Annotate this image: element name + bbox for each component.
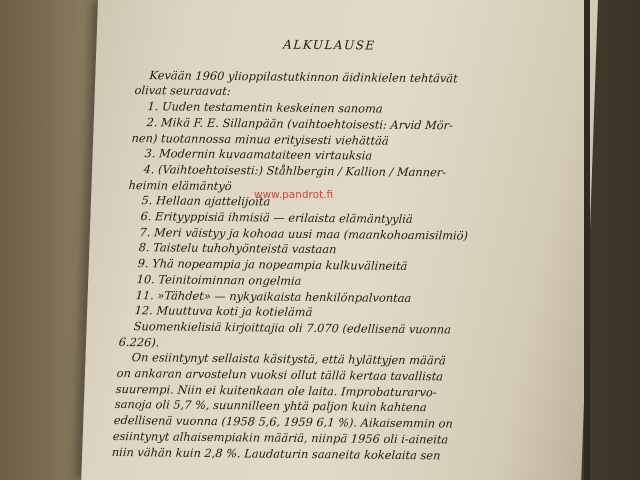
text-line: esiintynyt alhaisempiakin määriä, niinpä 1956 oli i-aineita: [112, 428, 449, 447]
text-line: nen) tuotannossa minua erityisesti viehättää: [131, 130, 390, 148]
text-line: olivat seuraavat:: [134, 83, 232, 99]
text-line: 4. (Vaihtoehtoisesti:) Ståhlbergin / Kallion / Manner-: [143, 162, 447, 180]
text-line: 6.226).: [118, 334, 160, 350]
watermark-stamp: www.pandrot.fi: [254, 189, 334, 201]
text-line: sanoja oli 5,7 %, suunnilleen yhtä paljon kuin kahtena: [114, 397, 428, 415]
text-line: 10. Teinitoiminnan ongelmia: [136, 271, 302, 288]
text-line: 7. Meri väistyy ja kohoaa uusi maa (maankohoamisilmiö): [139, 224, 469, 243]
text-line: On esiintynyt sellaista käsitystä, että hylättyjen määrä: [131, 350, 447, 368]
text-line: 6. Erityyppisiä ihmisiä — erilaista elämäntyyliä: [140, 209, 414, 227]
page-text: [111, 36, 517, 464]
text-line: Suomenkielisiä kirjoittajia oli 7.070 (edellisenä vuonna: [133, 319, 452, 337]
text-line: 3. Modernin kuvaamataiteen virtauksia: [144, 146, 373, 163]
text-line: on ankaran arvostelun vuoksi ollut tällä kertaa tavallista: [116, 366, 444, 384]
text-line: 2. Mikä F. E. Sillanpään (vaihtoehtoisesti: Arvid Mör-: [146, 114, 454, 133]
text-line: suurempi. Niin ei kuitenkaan ole laita. Improbaturarvo-: [115, 381, 438, 400]
text-line: 9. Yhä nopeampia ja nopeampia kulkuvälineitä: [137, 256, 408, 274]
text-line: heimin elämäntyö: [128, 177, 233, 193]
text-line: niin vähän kuin 2,8 %. Laudaturin saaneita kokelaita sen: [111, 444, 441, 462]
text-lines: [111, 68, 515, 465]
text-line: 1. Uuden testamentin keskeinen sanoma: [147, 99, 384, 116]
text-line: 11. »Tähdet» — nykyaikaista henkilönpalvontaa: [135, 287, 412, 305]
page-heading: ALKULAUSE: [282, 37, 377, 53]
text-line: Kevään 1960 ylioppilastutkinnon äidinkielen tehtävät: [149, 67, 459, 86]
text-line: 5. Hellaan ajattelijoita: [141, 193, 271, 209]
text-line: 8. Taistelu tuhohyönteistä vastaan: [138, 240, 337, 257]
page-edge-shadow: [584, 0, 590, 480]
text-line: edellisenä vuonna (1958 5,6, 1959 6,1 %). Aikaisemmin on: [113, 413, 454, 431]
text-line: 12. Muuttuva koti ja kotielämä: [134, 303, 313, 320]
